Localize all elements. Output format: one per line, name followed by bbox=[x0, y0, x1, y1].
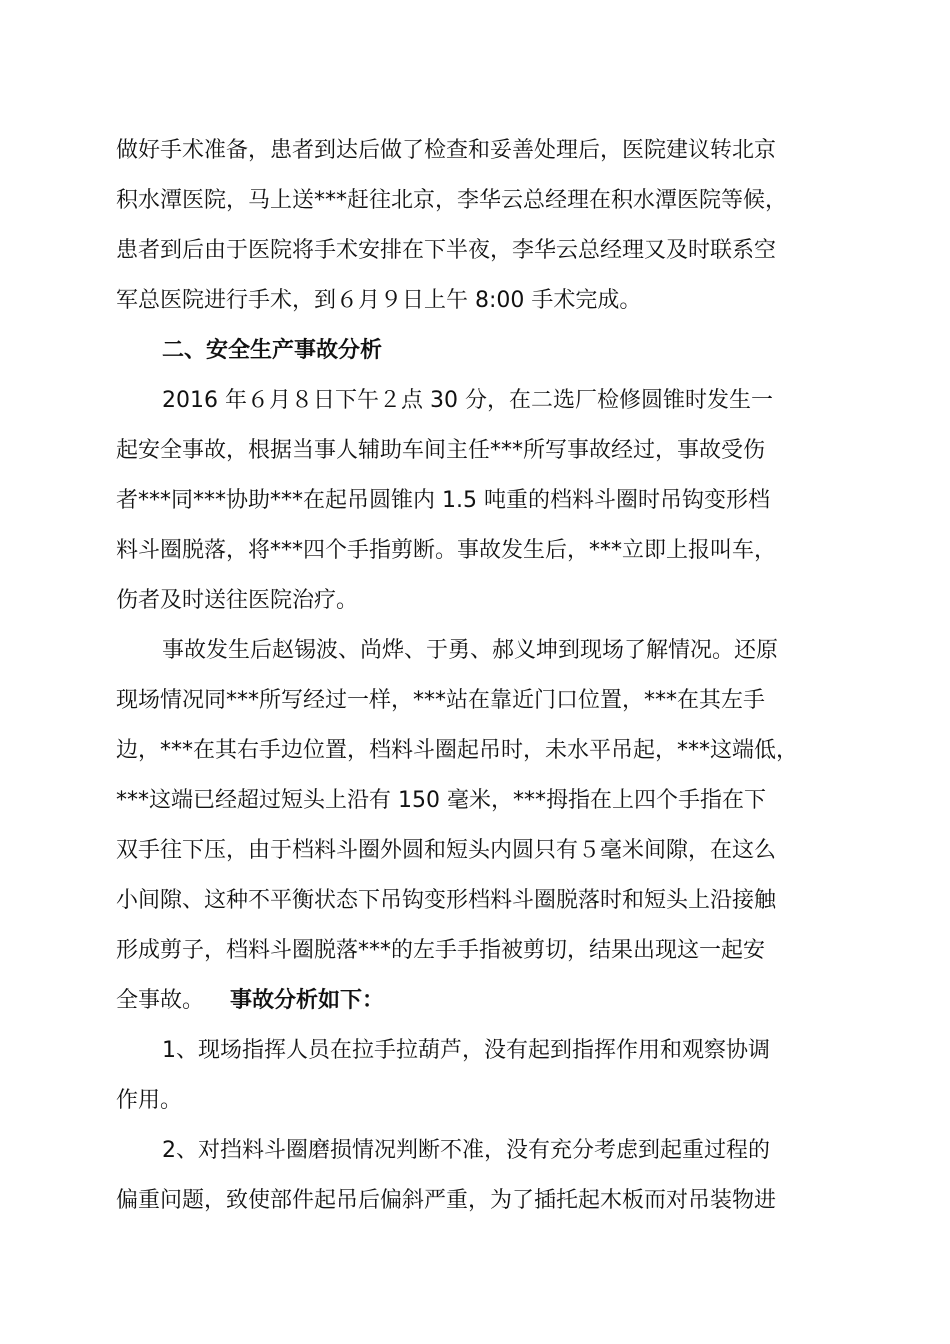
text-line: 作用。 bbox=[116, 1088, 183, 1113]
text-line: 患者到后由于医院将手术安排在下半夜，李华云总经理又及时联系空 bbox=[116, 238, 777, 263]
text-line: 做好手术准备，患者到达后做了检查和妥善处理后，医院建议转北京 bbox=[116, 138, 777, 163]
section-heading: 二、安全生产事故分析 bbox=[162, 338, 383, 363]
list-item: 2、对挡料斗圈磨损情况判断不准，没有充分考虑到起重过程的 bbox=[162, 1138, 770, 1163]
text-line: 事故发生后赵锡波、尚烨、于勇、郝义坤到现场了解情况。还原 bbox=[162, 638, 779, 663]
text-line-lead: 全事故。 bbox=[116, 988, 205, 1013]
analysis-heading: 事故分析如下： bbox=[230, 988, 385, 1013]
text-line: 起安全事故，根据当事人辅助车间主任***所写事故经过，事故受伤 bbox=[116, 438, 766, 463]
text-line: 军总医院进行手术，到６月９日上午 8:00 手术完成。 bbox=[116, 288, 642, 313]
text-line: 料斗圈脱落，将***四个手指剪断。事故发生后，***立即上报叫车， bbox=[116, 538, 777, 563]
text-line: 偏重问题，致使部件起吊后偏斜严重，为了插托起木板而对吊装物进 bbox=[116, 1188, 777, 1213]
text-line-mixed bbox=[116, 986, 384, 1016]
text-line: 小间隙、这种不平衡状态下吊钩变形档料斗圈脱落时和短头上沿接触 bbox=[116, 888, 777, 913]
text-line: 现场情况同***所写经过一样，***站在靠近门口位置，***在其左手 bbox=[116, 688, 766, 713]
text-line: 者***同***协助***在起吊圆锥内 1.5 吨重的档料斗圈时吊钩变形档 bbox=[116, 488, 770, 513]
text-line: 2016 年６月８日下午２点 30 分，在二选厂检修圆锥时发生一 bbox=[162, 388, 773, 413]
text-line: 双手往下压，由于档料斗圈外圆和短头内圆只有５毫米间隙，在这么 bbox=[116, 838, 777, 863]
text-line: 积水潭医院，马上送***赶往北京，李华云总经理在积水潭医院等候， bbox=[116, 188, 788, 213]
text-line: 形成剪子，档料斗圈脱落***的左手手指被剪切，结果出现这一起安 bbox=[116, 938, 766, 963]
text-line: 边，***在其右手边位置，档料斗圈起吊时，未水平吊起，***这端低， bbox=[116, 738, 799, 763]
text-line: ***这端已经超过短头上沿有 150 毫米，***拇指在上四个手指在下 bbox=[116, 788, 766, 813]
text-line: 伤者及时送往医院治疗。 bbox=[116, 588, 359, 613]
list-item: 1、现场指挥人员在拉手拉葫芦，没有起到指挥作用和观察协调 bbox=[162, 1038, 770, 1063]
